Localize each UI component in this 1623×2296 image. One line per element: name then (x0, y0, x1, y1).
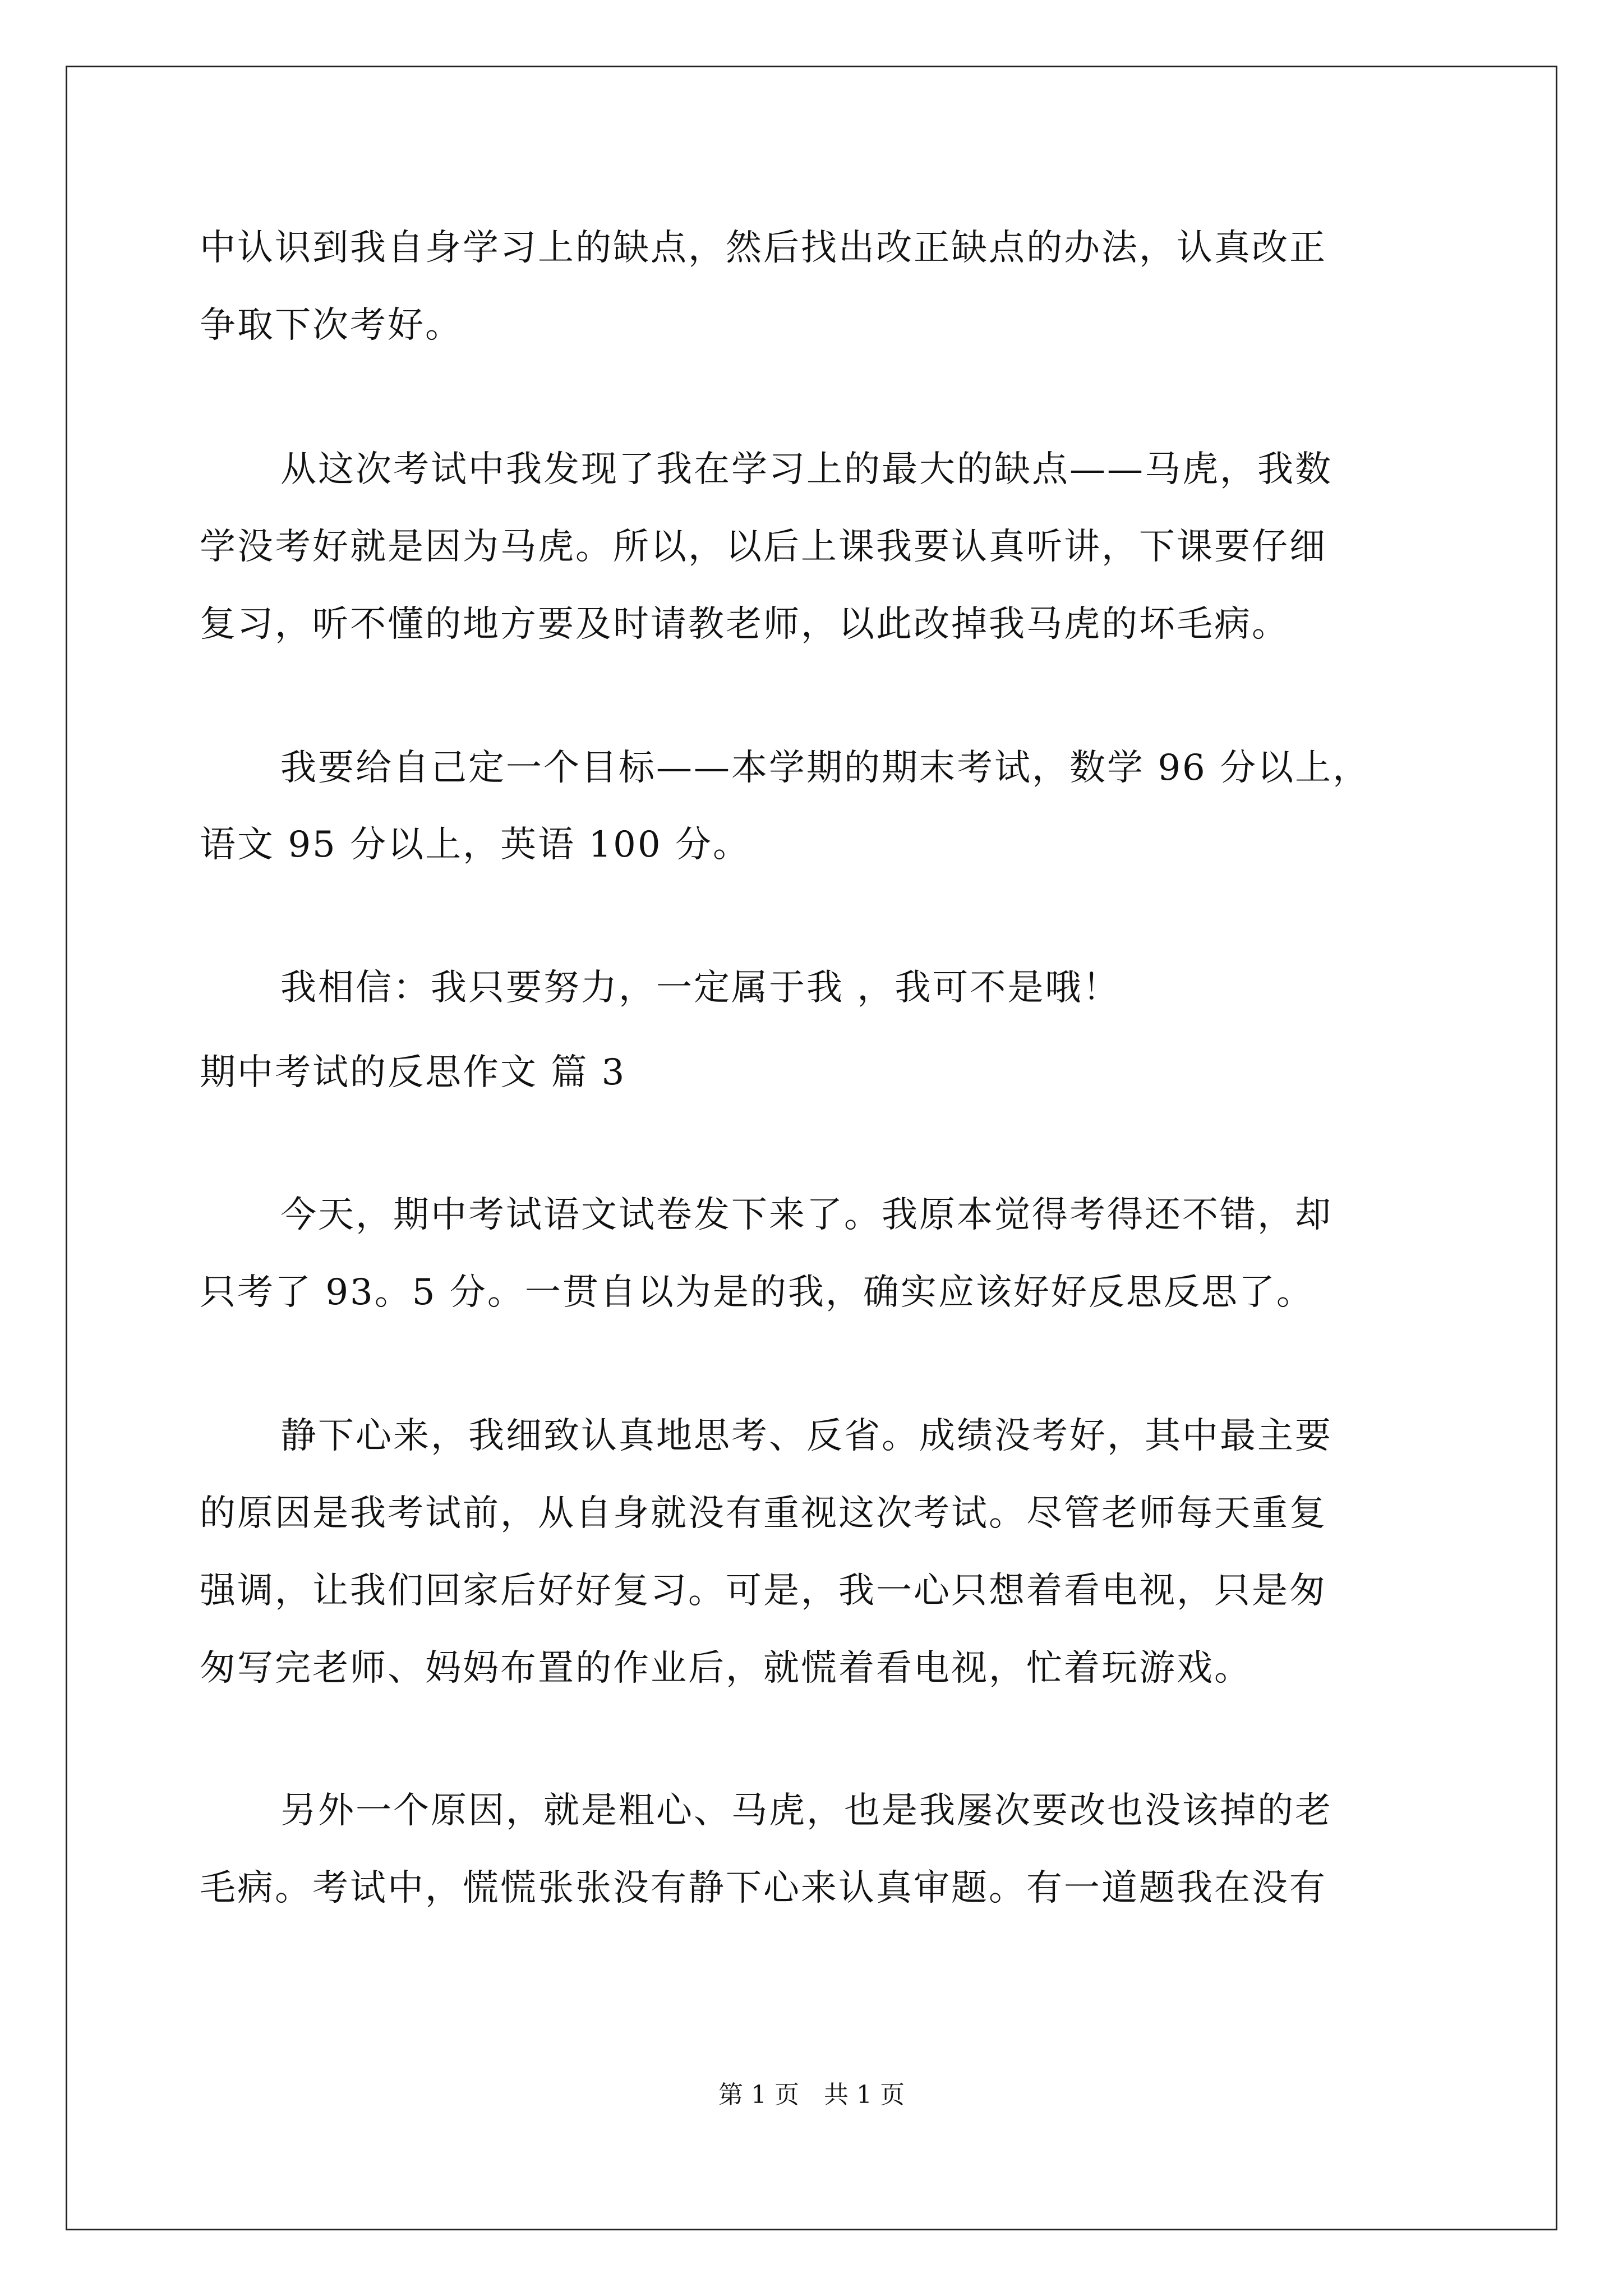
paragraph-start-line: 我相信：我只要努力，一定属于我 ，我可不是哦！ (280, 967, 1121, 1009)
paragraph-start-line: 另外一个原因，就是粗心、马虎，也是我屡次要改也没该掉的老 (280, 1790, 1332, 1832)
text-line: 的原因是我考试前，从自身就没有重视这次考试。尽管老师每天重复 (200, 1493, 1327, 1534)
text-line: 争取下次考好。 (200, 305, 463, 346)
text-line: 语文 95 分以上，英语 100 分。 (200, 824, 750, 866)
section-heading: 期中考试的反思作文 篇 3 (200, 1052, 626, 1093)
text-line: 中认识到我自身学习上的缺点，然后找出改正缺点的办法，认真改正 (200, 227, 1327, 269)
paragraph-start-line: 我要给自己定一个目标——本学期的期末考试，数学 96 分以上， (280, 747, 1371, 789)
text-line: 复习，听不懂的地方要及时请教老师，以此改掉我马虎的坏毛病。 (200, 604, 1289, 645)
text-line: 学没考好就是因为马虎。所以，以后上课我要认真听讲，下课要仔细 (200, 526, 1327, 568)
paragraph-start-line: 从这次考试中我发现了我在学习上的最大的缺点——马虎，我数 (280, 449, 1332, 490)
text-line: 强调，让我们回家后好好复习。可是，我一心只想着看电视，只是匆 (200, 1570, 1327, 1612)
text-line: 毛病。考试中，慌慌张张没有静下心来认真审题。有一道题我在没有 (200, 1867, 1327, 1909)
paragraph-start-line: 静下心来，我细致认真地思考、反省。成绩没考好，其中最主要 (280, 1415, 1332, 1457)
paragraph-start-line: 今天，期中考试语文试卷发下来了。我原本觉得考得还不错，却 (280, 1194, 1332, 1236)
text-line: 匆写完老师、妈妈布置的作业后，就慌着看电视，忙着玩游戏。 (200, 1648, 1252, 1689)
text-line: 只考了 93。5 分。一贯自以为是的我，确实应该好好反思反思了。 (200, 1272, 1314, 1313)
page-number-footer: 第 1 页 共 1 页 (718, 2081, 905, 2109)
